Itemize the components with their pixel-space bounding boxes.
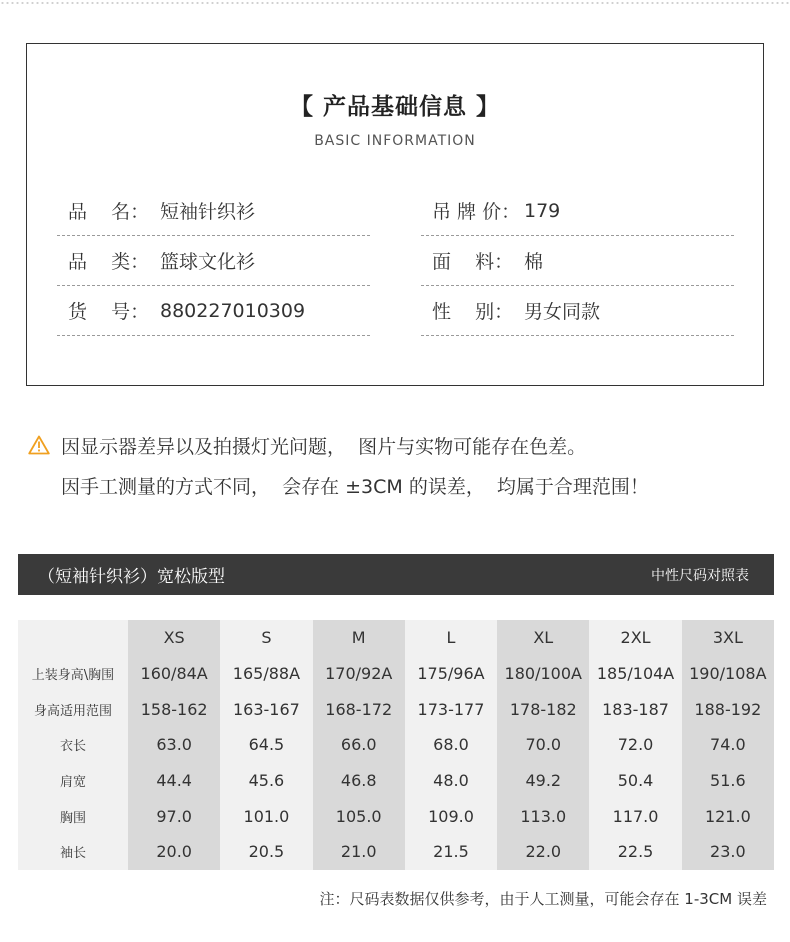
- table-row: [18, 656, 774, 692]
- field-label: 面 料：: [432, 251, 514, 273]
- size-value-cell: 173-177: [405, 691, 497, 727]
- field-item-number: [57, 286, 370, 336]
- field-value: 179: [524, 199, 561, 222]
- field-label: 吊 牌 价：: [432, 201, 521, 223]
- color-measurement-notice: [28, 430, 649, 500]
- row-label: 胸围: [18, 798, 128, 834]
- row-label: 肩宽: [18, 763, 128, 799]
- table-row: [18, 691, 774, 727]
- info-title: 【 产品基础信息 】: [289, 94, 500, 120]
- size-chart-title: （短袖针织衫）宽松版型: [38, 567, 225, 587]
- size-value-cell: 180/100A: [497, 656, 589, 692]
- field-label: 货 号：: [68, 301, 150, 323]
- size-value-cell: 175/96A: [405, 656, 497, 692]
- size-value-cell: 74.0: [682, 727, 774, 763]
- table-row: [18, 727, 774, 763]
- size-value-cell: 101.0: [220, 798, 312, 834]
- table-row: [18, 834, 774, 870]
- size-value-cell: 178-182: [497, 691, 589, 727]
- size-value-cell: 160/84A: [128, 656, 220, 692]
- size-value-cell: 22.5: [589, 834, 681, 870]
- size-value-cell: 20.5: [220, 834, 312, 870]
- field-gender: [421, 286, 734, 336]
- notice-text-1: 因显示器差异以及拍摄灯光问题， 图片与实物可能存在色差。: [61, 435, 587, 458]
- size-value-cell: 68.0: [405, 727, 497, 763]
- size-column-header: XL: [497, 620, 589, 656]
- field-label: 品 类：: [68, 251, 150, 273]
- size-value-cell: 22.0: [497, 834, 589, 870]
- size-value-cell: 20.0: [128, 834, 220, 870]
- size-value-cell: 66.0: [313, 727, 405, 763]
- table-row: [18, 798, 774, 834]
- size-value-cell: 44.4: [128, 763, 220, 799]
- size-column-header: L: [405, 620, 497, 656]
- warning-triangle-icon: [28, 435, 50, 455]
- size-chart-type-label: 中性尺码对照表: [651, 567, 749, 584]
- product-info-panel: [26, 43, 764, 386]
- field-tag-price: [421, 186, 734, 236]
- size-value-cell: 49.2: [497, 763, 589, 799]
- size-value-cell: 48.0: [405, 763, 497, 799]
- notice-line-1: [28, 430, 649, 460]
- size-value-cell: 97.0: [128, 798, 220, 834]
- row-label: 上装身高\胸围: [18, 656, 128, 692]
- size-value-cell: 72.0: [589, 727, 681, 763]
- field-product-name: [57, 186, 370, 236]
- size-column-header: 3XL: [682, 620, 774, 656]
- size-chart-table: [18, 620, 774, 870]
- table-row: [18, 763, 774, 799]
- row-label: 衣长: [18, 727, 128, 763]
- info-subtitle: BASIC INFORMATION: [314, 133, 476, 149]
- size-value-cell: 190/108A: [682, 656, 774, 692]
- size-value-cell: 183-187: [589, 691, 681, 727]
- size-value-cell: 63.0: [128, 727, 220, 763]
- top-dotted-border: [0, 0, 790, 6]
- size-value-cell: 64.5: [220, 727, 312, 763]
- size-value-cell: 70.0: [497, 727, 589, 763]
- field-label: 性 别：: [432, 301, 514, 323]
- size-value-cell: 51.6: [682, 763, 774, 799]
- size-column-header: XS: [128, 620, 220, 656]
- field-value: 880227010309: [160, 299, 306, 322]
- size-value-cell: 117.0: [589, 798, 681, 834]
- size-value-cell: 170/92A: [313, 656, 405, 692]
- size-value-cell: 113.0: [497, 798, 589, 834]
- field-value: 篮球文化衫: [160, 251, 256, 273]
- size-column-header: M: [313, 620, 405, 656]
- field-value: 短袖针织衫: [160, 201, 256, 223]
- notice-line-2: [28, 470, 649, 500]
- size-value-cell: 158-162: [128, 691, 220, 727]
- corner-cell: [18, 620, 128, 656]
- size-value-cell: 168-172: [313, 691, 405, 727]
- size-chart-header-bar: [18, 554, 774, 595]
- size-value-cell: 21.5: [405, 834, 497, 870]
- size-value-cell: 165/88A: [220, 656, 312, 692]
- size-column-header: S: [220, 620, 312, 656]
- size-value-cell: 188-192: [682, 691, 774, 727]
- size-value-cell: 50.4: [589, 763, 681, 799]
- size-header-row: [18, 620, 774, 656]
- size-value-cell: 109.0: [405, 798, 497, 834]
- size-value-cell: 121.0: [682, 798, 774, 834]
- field-value: 男女同款: [524, 301, 601, 323]
- size-value-cell: 185/104A: [589, 656, 681, 692]
- field-label: 品 名：: [68, 201, 150, 223]
- size-chart-footnote: 注：尺码表数据仅供参考，由于人工测量，可能会存在 1-3CM 误差: [319, 890, 767, 908]
- field-category: [57, 236, 370, 286]
- size-value-cell: 45.6: [220, 763, 312, 799]
- size-column-header: 2XL: [589, 620, 681, 656]
- size-value-cell: 105.0: [313, 798, 405, 834]
- size-value-cell: 46.8: [313, 763, 405, 799]
- size-value-cell: 21.0: [313, 834, 405, 870]
- row-label: 袖长: [18, 834, 128, 870]
- size-value-cell: 163-167: [220, 691, 312, 727]
- field-value: 棉: [524, 251, 544, 273]
- size-value-cell: 23.0: [682, 834, 774, 870]
- notice-text-2: 因手工测量的方式不同， 会存在 ±3CM 的误差， 均属于合理范围！: [61, 475, 649, 498]
- row-label: 身高适用范围: [18, 691, 128, 727]
- field-material: [421, 236, 734, 286]
